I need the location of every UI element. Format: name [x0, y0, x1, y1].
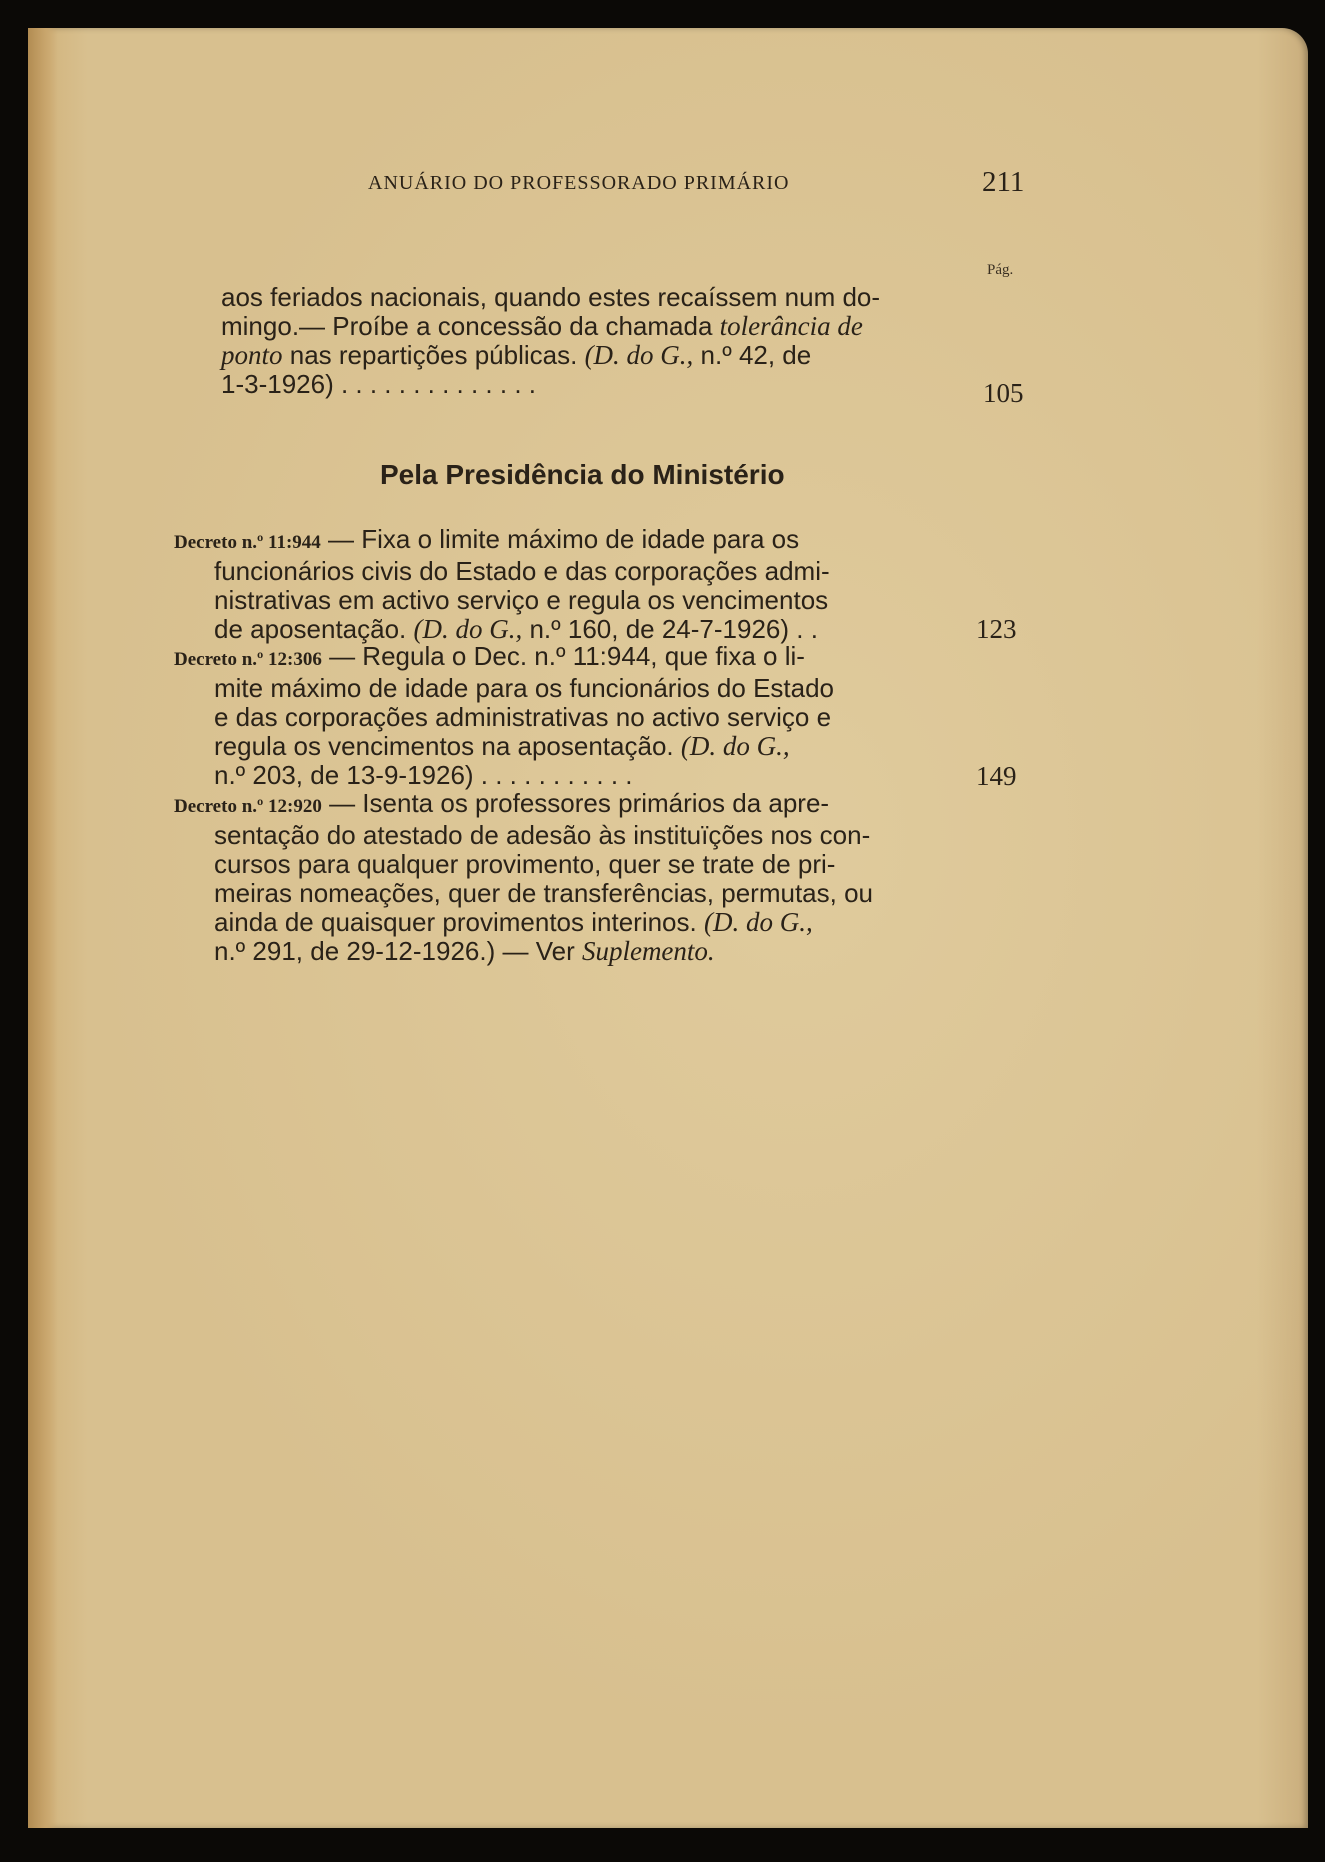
- lead-line-4: 1-3-1926) . . . . . . . . . . . . . .: [221, 369, 536, 399]
- section-title: Pela Presidência do Ministério: [380, 459, 785, 490]
- decree-entry: Decreto n.º 11:944 — Fixa o limite máximo de idade para os funcionários civis do Estado e das corporações admi- nistrativas em activo serviço e regula os vencimentos de aposentação. (D. do G., n.º 160, de 24-7-1926) . .: [174, 524, 830, 644]
- decree-label: Decreto n.º 11:944: [174, 532, 321, 553]
- page-spine-shadow: [28, 28, 58, 1828]
- lead-entry-page: 105: [983, 378, 1024, 408]
- lead-entry: [221, 283, 941, 399]
- page-number: 211: [982, 166, 1025, 198]
- decree-label: Decreto n.º 12:920: [174, 796, 322, 817]
- decree-entry-page: 123: [976, 614, 1017, 644]
- decree-label: Decreto n.º 12:306: [174, 649, 322, 670]
- lead-line-1: aos feriados nacionais, quando estes recaíssem num do-: [221, 282, 881, 312]
- lead-line-2: mingo.— Proíbe a concessão da chamada tolerância de: [221, 311, 863, 341]
- decree-entry: Decreto n.º 12:920 — Isenta os professores primários da apre- sentação do atestado de adesão às instituïções nos con- cursos para qualquer provimento, quer se trate de pri- meiras nomeações, quer de transferências, permutas, ou ainda de quaisquer provimentos interinos. (D. do G., n.º 291, de 29-12-1926.) — Ver Suplemento.: [174, 788, 874, 966]
- decree-entry-page: 149: [976, 761, 1017, 791]
- lead-line-3: ponto nas repartições públicas. (D. do G., n.º 42, de: [221, 340, 812, 370]
- page-column-label: Pág.: [987, 262, 1014, 278]
- running-header-title: ANUÁRIO DO PROFESSORADO PRIMÁRIO: [368, 172, 790, 194]
- decree-entry: Decreto n.º 12:306 — Regula o Dec. n.º 11:944, que fixa o li- mite máximo de idade para os funcionários do Estado e das corporações administrativas no activo serviço e regula os vencimentos na aposentação. (D. do G., n.º 203, de 13-9-1926) . . . . . . . . . . .: [174, 641, 835, 790]
